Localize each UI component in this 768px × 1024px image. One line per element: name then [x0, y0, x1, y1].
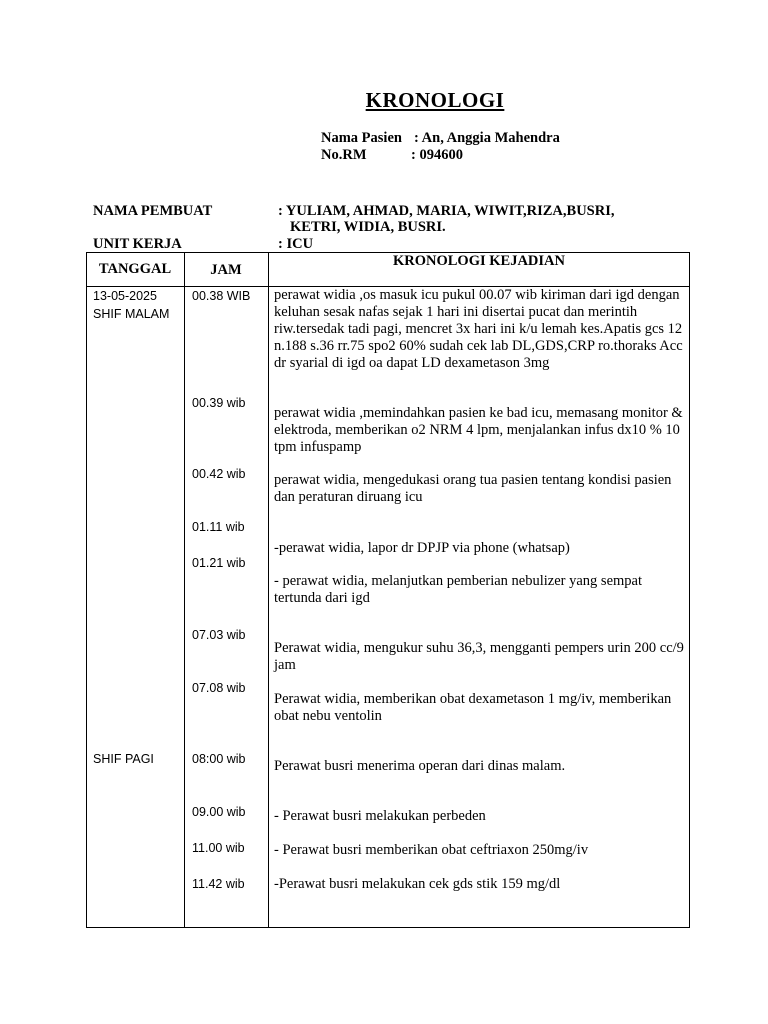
table-divider — [268, 252, 269, 928]
event-text: -Perawat busri melakukan cek gds stik 159 mg/dl — [274, 876, 561, 892]
event-text: - Perawat busri memberikan obat ceftriaxon 250mg/iv — [274, 842, 589, 858]
time-cell: 00.39 wib — [192, 396, 246, 410]
shift-malam-label: SHIF MALAM — [93, 307, 170, 321]
table-divider — [184, 252, 185, 928]
unit-value: : ICU — [278, 236, 314, 252]
time-cell: 07.08 wib — [192, 681, 246, 695]
time-cell: 00.38 WIB — [192, 289, 251, 303]
creator-names-line1: : YULIAM, AHMAD, MARIA, WIWIT,RIZA,BUSRI, — [278, 203, 615, 219]
date-value: 13-05-2025 — [93, 289, 157, 303]
time-cell: 07.03 wib — [192, 628, 246, 642]
rm-label: No.RM — [321, 147, 367, 163]
patient-name-label: Nama Pasien — [321, 130, 402, 146]
event-text: perawat widia ,memindahkan pasien ke bad icu, memasang monitor & elektroda, memberikan o2 NRM 4 lpm, menjalankan infus dx10 % 10 tpm infuspamp — [274, 405, 683, 455]
event-text: perawat widia ,os masuk icu pukul 00.07 wib kiriman dari igd dengan keluhan sesak nafas sejak 1 hari ini disertai pucat dan merintih riw.tersedak tadi pagi, mencret 3x hari ini k/u lemah kes.Apatis gcs 12 n.188 s.36 rr.75 spo2 60% sudah cek lab DL,GDS,CRP ro.thoraks Acc dr syarial di igd oa dapat LD dexametason 3mg — [274, 287, 683, 371]
time-cell: 00.42 wib — [192, 467, 246, 481]
event-text: perawat widia, mengedukasi orang tua pasien tentang kondisi pasien dan peraturan diruang icu — [274, 472, 672, 505]
header-jam: JAM — [210, 262, 242, 278]
patient-name-value: : An, Anggia Mahendra — [414, 130, 560, 146]
event-text: -perawat widia, lapor dr DPJP via phone (whatsap) — [274, 540, 570, 556]
header-tanggal: TANGGAL — [98, 261, 172, 277]
page-title: KRONOLOGI — [365, 88, 505, 112]
event-text: - perawat widia, melanjutkan pemberian nebulizer yang sempat tertunda dari igd — [274, 573, 642, 606]
event-text: Perawat widia, mengukur suhu 36,3, mengganti pempers urin 200 cc/9 jam — [274, 640, 684, 673]
creator-names-line2: KETRI, WIDIA, BUSRI. — [290, 219, 446, 235]
time-cell: 08:00 wib — [192, 752, 246, 766]
event-text: - Perawat busri melakukan perbeden — [274, 808, 486, 824]
shift-pagi-label: SHIF PAGI — [93, 752, 154, 766]
time-cell: 01.11 wib — [192, 520, 245, 534]
time-cell: 11.42 wib — [192, 877, 245, 891]
time-cell: 01.21 wib — [192, 556, 246, 570]
rm-value: : 094600 — [411, 147, 463, 163]
time-cell: 11.00 wib — [192, 841, 245, 855]
time-cell: 09.00 wib — [192, 805, 246, 819]
header-kronologi-kejadian: KRONOLOGI KEJADIAN — [392, 253, 565, 269]
event-text: Perawat busri menerima operan dari dinas malam. — [274, 758, 566, 774]
creator-label: NAMA PEMBUAT — [93, 203, 213, 219]
event-text: Perawat widia, memberikan obat dexametason 1 mg/iv, memberikan obat nebu ventolin — [274, 691, 672, 724]
unit-label: UNIT KERJA — [93, 236, 182, 252]
